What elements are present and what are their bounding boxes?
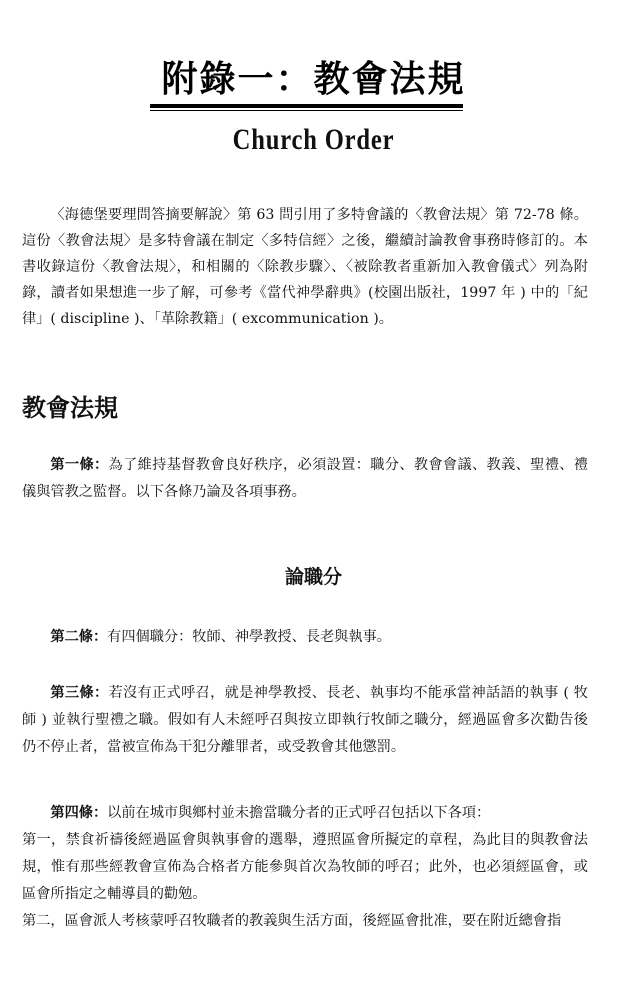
article-4-line-2: 第二，區會派人考核蒙呼召牧職者的教義與生活方面，後經區會批准，要在附近總會指 (22, 913, 562, 929)
article-3 (22, 680, 588, 761)
title-block (0, 58, 627, 102)
article-2-text: 有四個職分：牧師、神學教授、長老與執事。 (107, 629, 391, 645)
intro-paragraph: 〈海德堡要理問答摘要解說〉第 63 問引用了多特會議的〈教會法規〉第 72-78 條。這份〈教會法規〉是多特會議在制定〈多特信經〉之後，繼續討論教會事務時修訂的。本書收錄這份〈教會法規〉，和相關的〈除教步驟〉、〈被除教者重新加入教會儀式〉列為附錄，讀者如果想進一步了解，可參考《當代神學辭典》(校園出版社，1997 年 ) 中的「紀律」( discipline )、「革除教籍」( excommunication )。 (22, 207, 588, 327)
title-underline (150, 104, 463, 111)
article-4-text: 以前在城市與鄉村並未擔當職分者的正式呼召包括以下各項： (107, 805, 491, 821)
article-4 (22, 800, 588, 935)
article-1 (22, 452, 588, 506)
article-1-label: 第一條： (50, 457, 109, 473)
section-heading: 教會法規 (22, 394, 118, 422)
article-4-line-1: 第一，禁食祈禱後經過區會與執事會的選舉，遵照區會所擬定的章程，為此目的與教會法規，惟有那些經教會宣佈為合格者方能參與首次為牧師的呼召；此外，也必須經區會，或區會所指定之輔導員的勸勉。 (22, 832, 588, 902)
subsection-heading: 論職分 (284, 566, 342, 588)
article-2 (22, 624, 588, 651)
article-4-label: 第四條： (50, 805, 108, 821)
article-3-text: 若沒有正式呼召，就是神學教授、長老、執事均不能承當神話語的執事 ( 牧師 ) 並執行聖禮之職。假如有人未經呼召與按立即執行牧師之職分，經過區會多次勸告後仍不停止者，當被宣佈為干犯分離罪者，或受教會其他懲罰。 (22, 685, 588, 755)
article-3-label: 第三條： (50, 685, 109, 701)
page-title: 附錄一：教會法規 (161, 59, 466, 100)
article-1-text: 為了維持基督教會良好秩序，必須設置：職分、教會會議、教義、聖禮、禮儀與管教之監督。以下各條乃論及各項事務。 (22, 457, 588, 500)
article-2-label: 第二條： (50, 629, 108, 645)
page-subtitle: Church Order (232, 123, 395, 156)
